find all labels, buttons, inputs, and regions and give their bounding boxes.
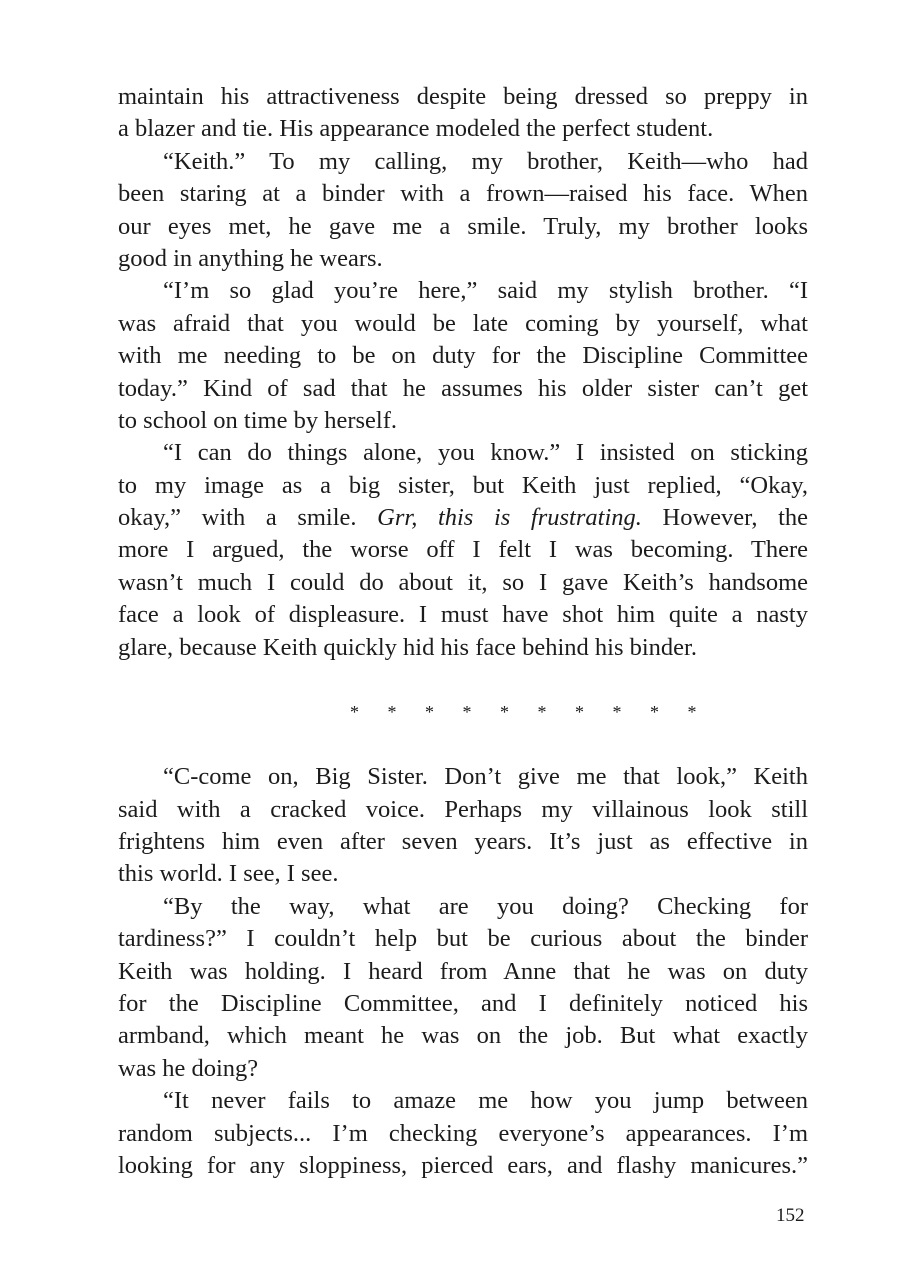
text-line: random subjects... I’m checking everyone’s appearances. I’m — [118, 1119, 808, 1147]
text-line: maintain his attractiveness despite being dressed so preppy in — [118, 83, 808, 110]
text-line: tardiness?” I couldn’t help but be curious about the binder — [118, 925, 808, 953]
text-line: “It never fails to amaze me how you jump between — [163, 1087, 808, 1115]
text-line: Keith was holding. I heard from Anne that he was on duty — [118, 957, 808, 985]
text-line: “C-come on, Big Sister. Don’t give me that look,” Keith — [163, 763, 808, 791]
text-line: this world. I see, I see. — [118, 860, 339, 888]
text-line: armband, which meant he was on the job. But what exactly — [118, 1022, 808, 1050]
text-line: good in anything he wears. — [118, 244, 383, 272]
text-line: frightens him even after seven years. It’s just as effective in — [118, 827, 808, 855]
text-line: “I can do things alone, you know.” I insisted on sticking — [163, 439, 808, 467]
text-line: been staring at a binder with a frown—raised his face. When — [118, 180, 808, 208]
text-line: looking for any sloppiness, pierced ears, and flashy manicures.” — [118, 1151, 808, 1179]
text-line: to school on time by herself. — [118, 406, 397, 434]
italic-thought: Grr, this is frustrating. — [377, 504, 642, 532]
text-line: a blazer and tie. His appearance modeled the perfect student. — [118, 115, 714, 143]
text-line: said with a cracked voice. Perhaps my villainous look still — [118, 795, 808, 823]
page-body — [118, 81, 808, 1182]
text-segment: However, the — [641, 504, 808, 532]
text-line: more I argued, the worse off I felt I was becoming. There — [118, 536, 808, 564]
scene-break: * * * * * * * * * * — [350, 702, 709, 723]
text-line: for the Discipline Committee, and I definitely noticed his — [118, 989, 808, 1017]
page-number: 152 — [776, 1205, 805, 1226]
text-line: was afraid that you would be late coming by yourself, what — [118, 309, 808, 337]
text-line: today.” Kind of sad that he assumes his older sister can’t get — [118, 374, 808, 402]
text-line — [118, 502, 808, 534]
text-line: “I’m so glad you’re here,” said my stylish brother. “I — [163, 277, 808, 305]
text-line: “By the way, what are you doing? Checking for — [163, 892, 808, 920]
text-line: glare, because Keith quickly hid his face behind his binder. — [118, 633, 697, 661]
text-line: was he doing? — [118, 1054, 259, 1082]
text-line: with me needing to be on duty for the Discipline Committee — [118, 342, 808, 370]
text-line: face a look of displeasure. I must have shot him quite a nasty — [118, 601, 808, 629]
text-line: wasn’t much I could do about it, so I gave Keith’s handsome — [118, 568, 808, 596]
text-segment: okay,” with a smile. — [118, 504, 378, 532]
text-line: to my image as a big sister, but Keith just replied, “Okay, — [118, 471, 808, 499]
text-line: “Keith.” To my calling, my brother, Keith—who had — [163, 147, 808, 175]
text-line: our eyes met, he gave me a smile. Truly, my brother looks — [118, 212, 808, 240]
